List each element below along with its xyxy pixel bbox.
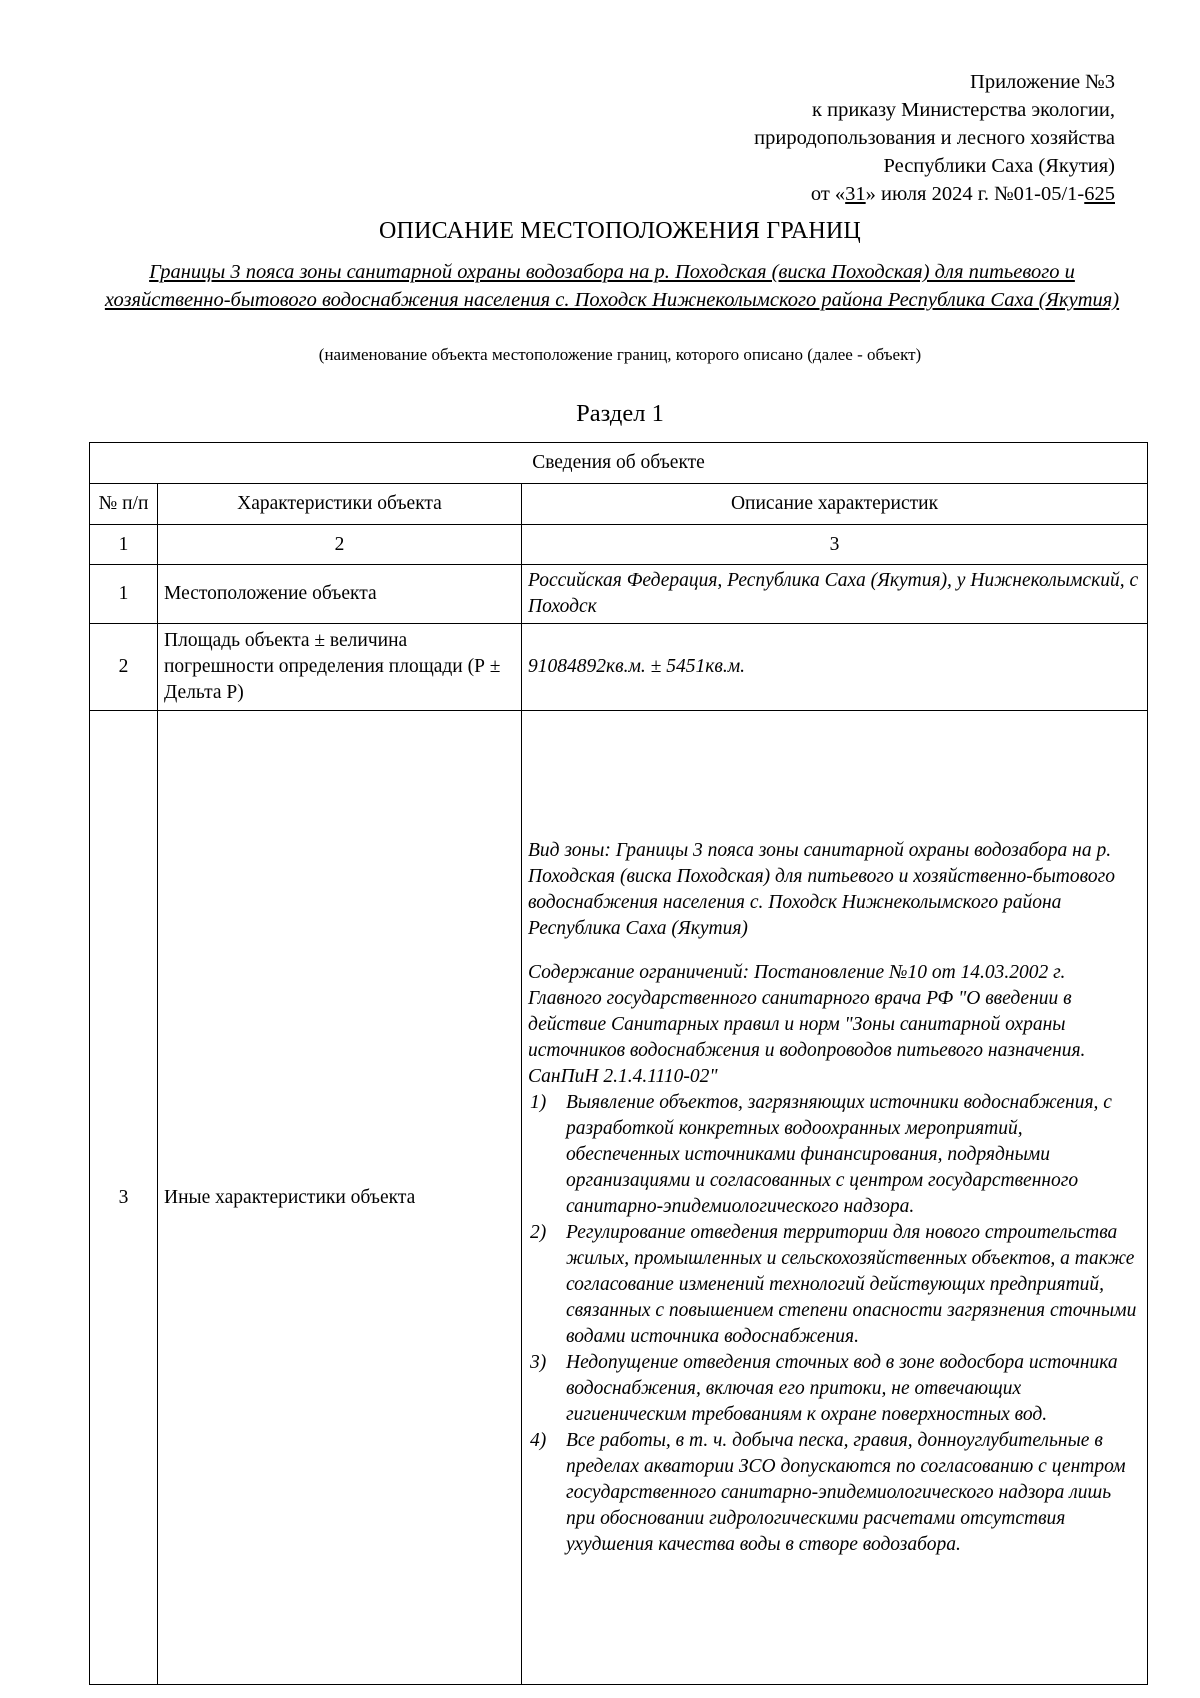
table-header-row: [90, 484, 1148, 525]
republic-name: Республики Саха (Якутия): [883, 155, 1115, 177]
row-description: 91084892кв.м. ± 5451кв.м.: [522, 624, 1148, 711]
appendix-number: Приложение №3: [970, 71, 1115, 93]
object-info-table: [89, 442, 1148, 1685]
list-item-text: Регулирование отведения территории для нового строительства жилых, промышленных и сельскохозяйственных объектов, а также согласование изменений технологий действующих предприятий, связанных с повышением степени опасности загрязнения сточными водами источника водоснабжения.: [566, 1221, 1137, 1347]
date-day: 31: [845, 183, 866, 205]
list-item-text: Выявление объектов, загрязняющих источники водоснабжения, с разработкой конкретных водоохранных мероприятий, обеспеченных источниками финансирования, подрядными организациями и согласованных с центром государственного санитарно-эпидемиологического надзора.: [566, 1091, 1112, 1217]
header-description: Описание характеристик: [522, 484, 1148, 525]
table-caption-row: [90, 443, 1148, 484]
list-marker: 4): [530, 1429, 547, 1451]
restrictions-list: [528, 1090, 1141, 1558]
order-date-line: [615, 180, 1115, 208]
list-item-text: Недопущение отведения сточных вод в зоне водосбора источника водоснабжения, включая его притоки, не отвечающих гигиеническим требованиям к охране поверхностных вод.: [566, 1351, 1118, 1425]
date-middle: » июля 2024 г. №01-05/1-: [865, 183, 1085, 205]
zone-type-text: Вид зоны: Границы 3 пояса зоны санитарной охраны водозабора на р. Походская (виска Походская) для питьевого и хозяйственно-бытового водоснабжения населения с. Походск Нижнеколымского района Республика Саха (Якутия): [528, 839, 1115, 939]
row-num: 3: [90, 711, 158, 1685]
object-name-caption: (наименование объекта местоположение границ, которого описано (далее - объект): [318, 345, 922, 364]
document-title: ОПИСАНИЕ МЕСТОПОЛОЖЕНИЯ ГРАНИЦ: [379, 218, 861, 244]
list-item: [528, 1220, 1141, 1350]
table-row: [90, 711, 1148, 1685]
object-name: Границы 3 пояса зоны санитарной охраны водозабора на р. Походская (виска Походская) для питьевого и хозяйственно-бытового водоснабжения населения с. Походск Нижнеколымского района Республика Саха (Якутия): [104, 261, 1120, 311]
list-item: [528, 1350, 1141, 1428]
row-description: [522, 711, 1148, 1685]
list-marker: 3): [530, 1351, 547, 1373]
order-reference: к приказу Министерства экологии,: [812, 99, 1115, 121]
row-characteristic: Площадь объекта ± величина погрешности определения площади (Р ± Дельта Р): [158, 624, 522, 711]
column-number-row: [90, 525, 1148, 565]
table-row: [90, 624, 1148, 711]
restrictions-intro: Содержание ограничений: Постановление №10 от 14.03.2002 г. Главного государственного санитарного врача РФ "О введении в действие Санитарных правил и норм "Зоны санитарной охраны источников водоснабжения и водопроводов питьевого назначения. СанПиН 2.1.4.1110-02": [528, 961, 1086, 1087]
column-number: 1: [90, 525, 158, 565]
table-row: [90, 565, 1148, 624]
appendix-header: [615, 68, 1115, 208]
header-num: № п/п: [90, 484, 158, 525]
date-prefix: от «: [810, 183, 846, 205]
header-characteristic: Характеристики объекта: [158, 484, 522, 525]
list-marker: 1): [530, 1091, 547, 1113]
list-item: [528, 1090, 1141, 1220]
column-number: 2: [158, 525, 522, 565]
list-marker: 2): [530, 1221, 547, 1243]
row-description: Российская Федерация, Республика Саха (Якутия), у Нижнеколымский, с Походск: [522, 565, 1148, 624]
row-characteristic: Иные характеристики объекта: [158, 711, 522, 1685]
row-num: 1: [90, 565, 158, 624]
order-number: 625: [1084, 183, 1115, 205]
list-item: [528, 1428, 1141, 1558]
row-num: 2: [90, 624, 158, 711]
column-number: 3: [522, 525, 1148, 565]
table-caption: Сведения об объекте: [90, 443, 1148, 484]
list-item-text: Все работы, в т. ч. добыча песка, гравия, донноуглубительные в пределах акватории ЗСО допускаются по согласованию с центром государственного санитарно-эпидемиологического надзора лишь при обосновании гидрологическими расчетами отсутствия ухудшения качества воды в створе водозабора.: [566, 1429, 1126, 1555]
ministry-name: природопользования и лесного хозяйства: [754, 127, 1115, 149]
row-characteristic: Местоположение объекта: [158, 565, 522, 624]
section-title: Раздел 1: [576, 400, 664, 427]
